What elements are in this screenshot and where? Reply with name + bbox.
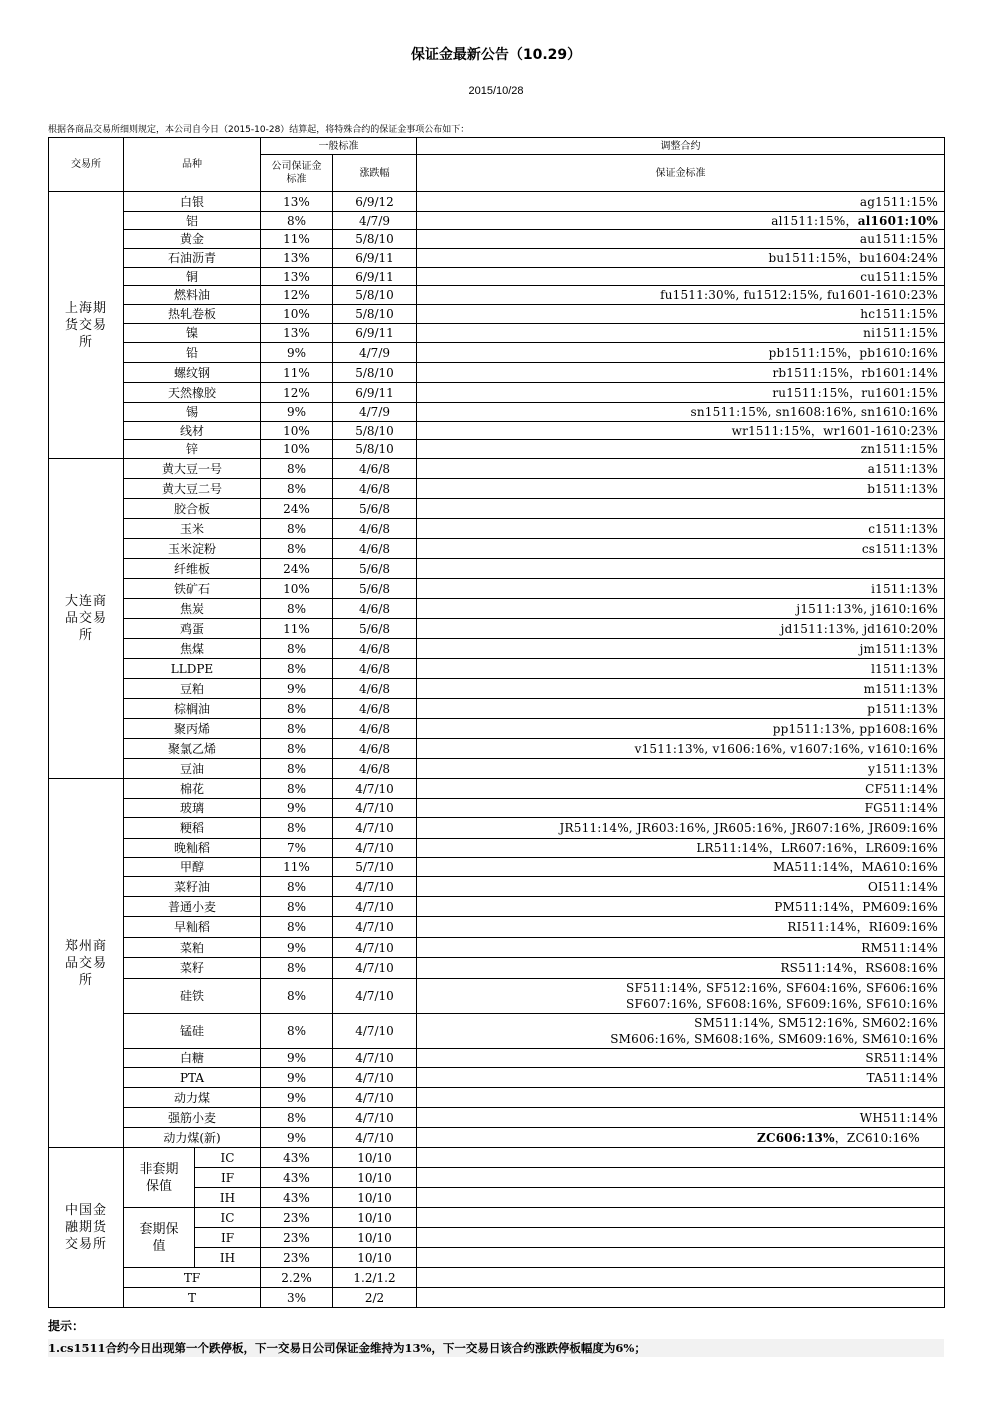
company-margin: 13% [261,249,333,268]
company-margin: 23% [261,1208,333,1228]
product-name: 普通小麦 [124,897,261,917]
adjust-contracts [417,1228,945,1248]
limit-value: 4/7/10 [333,839,417,858]
adjust-contracts: wr1511:15%，wr1601-1610:23% [417,422,945,440]
company-margin: 12% [261,286,333,305]
company-margin: 8% [261,1014,333,1049]
company-margin: 8% [261,599,333,619]
table-row [49,268,945,286]
limit-value: 5/8/10 [333,440,417,459]
limit-value: 4/7/10 [333,958,417,979]
exchange-czce: 郑州商品交易所 [49,779,124,1148]
product-name: 菜籽油 [124,877,261,897]
product-name: 锌 [124,440,261,459]
product-name: 纤维板 [124,559,261,579]
company-margin: 8% [261,539,333,559]
limit-value: 6/9/11 [333,324,417,343]
adjust-contracts: JR511:14%, JR603:16%, JR605:16%, JR607:16%, JR609:16% [417,818,945,839]
limit-value: 4/7/10 [333,1128,417,1148]
table-row [49,1268,945,1288]
limit-value: 4/6/8 [333,759,417,779]
company-margin: 9% [261,799,333,818]
product-name: IF [195,1168,261,1188]
table-row [49,1014,945,1049]
table-row [49,286,945,305]
company-margin: 9% [261,343,333,363]
product-name: 胶合板 [124,499,261,519]
limit-value: 4/6/8 [333,739,417,759]
adjust-contracts [417,1268,945,1288]
product-name: IC [195,1148,261,1168]
product-name: 粳稻 [124,818,261,839]
company-margin: 8% [261,639,333,659]
product-name: 天然橡胶 [124,383,261,403]
adjust-contracts [417,1168,945,1188]
adjust-contracts: j1511:13%, j1610:16% [417,599,945,619]
margin-category: 非套期保值 [124,1148,195,1208]
adjust-contracts: fu1511:30%, fu1512:15%, fu1601-1610:23% [417,286,945,305]
limit-value: 4/7/10 [333,799,417,818]
adjust-contracts [417,559,945,579]
product-name: IH [195,1248,261,1268]
company-margin: 13% [261,268,333,286]
adjust-contracts [417,1148,945,1168]
adjust-contracts [417,1248,945,1268]
table-row [49,1068,945,1088]
company-margin: 8% [261,479,333,499]
company-margin: 13% [261,192,333,212]
adjust-contracts: MA511:14%，MA610:16% [417,858,945,877]
table-row [49,599,945,619]
product-name: 黄大豆二号 [124,479,261,499]
limit-value: 5/6/8 [333,619,417,639]
table-row [49,877,945,897]
publish-date: 2015/10/28 [468,85,524,97]
product-name: 棕榈油 [124,699,261,719]
table-row [49,212,945,230]
limit-value: 5/8/10 [333,422,417,440]
company-margin: 8% [261,779,333,799]
header-adjust: 调整合约 [417,138,945,155]
company-margin: 43% [261,1148,333,1168]
table-row [49,917,945,938]
limit-value: 4/7/10 [333,897,417,917]
adjust-line: SF511:14%, SF512:16%, SF604:16%, SF606:16% [626,981,938,995]
limit-value: 10/10 [333,1148,417,1168]
note-text: 1.cs1511合约今日出现第一个跌停板，下一交易日公司保证金维持为13%，下一交易日该合约涨跌停板幅度为6%； [48,1339,944,1357]
adjust-contracts: au1511:15% [417,230,945,249]
table-row [49,230,945,249]
table-row [49,979,945,1014]
limit-value: 4/7/10 [333,979,417,1014]
company-margin: 8% [261,759,333,779]
table-row [49,1108,945,1128]
exchange-cffex: 中国金融期货交易所 [49,1148,124,1308]
product-name: 焦煤 [124,639,261,659]
company-margin: 8% [261,958,333,979]
adjust-highlight: al1601:10% [857,213,938,228]
adjust-contracts: p1511:13% [417,699,945,719]
company-margin: 9% [261,1068,333,1088]
product-name: 聚丙烯 [124,719,261,739]
adjust-contracts [417,1208,945,1228]
adjust-contracts: a1511:13% [417,459,945,479]
product-name: 铁矿石 [124,579,261,599]
product-name: PTA [124,1068,261,1088]
company-margin: 8% [261,1108,333,1128]
limit-value: 4/7/10 [333,917,417,938]
adjust-contracts [417,1188,945,1208]
limit-value: 2/2 [333,1288,417,1308]
company-margin: 8% [261,659,333,679]
table-row [49,1128,945,1148]
product-name: 菜籽 [124,958,261,979]
product-name: 白银 [124,192,261,212]
adjust-contracts: pp1511:13%, pp1608:16% [417,719,945,739]
limit-value: 6/9/11 [333,249,417,268]
table-row [49,1049,945,1068]
company-margin: 11% [261,363,333,383]
limit-value: 6/9/12 [333,192,417,212]
product-name: 镍 [124,324,261,343]
intro-text: 根据各商品交易所细则规定，本公司自今日（2015-10-28）结算起，将特殊合约的保证金事项公布如下： [48,125,470,135]
product-name: 甲醇 [124,858,261,877]
company-margin: 8% [261,519,333,539]
product-name: IF [195,1228,261,1248]
company-margin: 24% [261,499,333,519]
limit-value: 4/6/8 [333,519,417,539]
limit-value: 10/10 [333,1228,417,1248]
table-row [49,679,945,699]
limit-value: 5/8/10 [333,286,417,305]
product-name: 玉米 [124,519,261,539]
table-row [49,897,945,917]
table-row [49,519,945,539]
table-row [49,249,945,268]
table-row [49,459,945,479]
company-margin: 43% [261,1168,333,1188]
limit-value: 4/6/8 [333,659,417,679]
table-row [49,479,945,499]
adjust-contracts: zn1511:15% [417,440,945,459]
adjust-text: al1511:15%， [771,213,858,228]
adjust-contracts: RM511:14% [417,938,945,958]
company-margin: 9% [261,1128,333,1148]
adjust-contracts: y1511:13% [417,759,945,779]
adjust-contracts: cs1511:13% [417,539,945,559]
limit-value: 4/7/10 [333,877,417,897]
adjust-contracts: v1511:13%, v1606:16%, v1607:16%, v1610:16% [417,739,945,759]
company-margin: 11% [261,619,333,639]
adjust-contracts: RS511:14%，RS608:16% [417,958,945,979]
product-name: 豆油 [124,759,261,779]
exchange-shfe: 上海期货交易所 [49,192,124,459]
adjust-contracts [417,212,945,230]
table-row [49,1148,945,1168]
limit-value: 4/7/9 [333,212,417,230]
table-row [49,1288,945,1308]
company-margin: 7% [261,839,333,858]
product-name: 燃料油 [124,286,261,305]
product-name: IH [195,1188,261,1208]
limit-value: 5/7/10 [333,858,417,877]
header-product: 品种 [124,138,261,192]
company-margin: 8% [261,719,333,739]
product-name: 鸡蛋 [124,619,261,639]
adjust-contracts: CF511:14% [417,779,945,799]
company-margin: 11% [261,858,333,877]
limit-value: 10/10 [333,1168,417,1188]
product-name: 热轧卷板 [124,305,261,324]
table-row [49,422,945,440]
company-margin: 10% [261,422,333,440]
adjust-contracts: LR511:14%，LR607:16%，LR609:16% [417,839,945,858]
company-margin: 2.2% [261,1268,333,1288]
table-row [49,799,945,818]
table-row [49,539,945,559]
limit-value: 4/7/10 [333,938,417,958]
company-margin: 8% [261,917,333,938]
adjust-text: ，ZC610:16% [834,1130,920,1145]
adjust-contracts: sn1511:15%, sn1608:16%, sn1610:16% [417,403,945,422]
adjust-contracts: i1511:13% [417,579,945,599]
adjust-contracts: b1511:13% [417,479,945,499]
product-name: 焦炭 [124,599,261,619]
limit-value: 4/6/8 [333,479,417,499]
limit-value: 5/6/8 [333,579,417,599]
company-margin: 9% [261,1049,333,1068]
limit-value: 4/7/10 [333,779,417,799]
company-margin: 8% [261,212,333,230]
product-name: 黄金 [124,230,261,249]
adjust-contracts: WH511:14% [417,1108,945,1128]
company-margin: 10% [261,440,333,459]
table-row [49,619,945,639]
table-row [49,440,945,459]
product-name: TF [124,1268,261,1288]
limit-value: 4/7/9 [333,343,417,363]
table-row [49,858,945,877]
table-row [49,1208,945,1228]
limit-value: 6/9/11 [333,383,417,403]
table-row [49,1088,945,1108]
adjust-line: SM511:14%, SM512:16%, SM602:16% [694,1016,938,1030]
table-row [49,403,945,422]
product-name: 菜粕 [124,938,261,958]
limit-value: 4/7/10 [333,1108,417,1128]
company-margin: 10% [261,579,333,599]
company-margin: 8% [261,897,333,917]
company-margin: 8% [261,699,333,719]
adjust-contracts: PM511:14%，PM609:16% [417,897,945,917]
limit-value: 4/6/8 [333,539,417,559]
adjust-contracts: bu1511:15%，bu1604:24% [417,249,945,268]
company-margin: 8% [261,818,333,839]
margin-table [48,137,945,1308]
adjust-contracts: pb1511:15%，pb1610:16% [417,343,945,363]
product-name: 锰硅 [124,1014,261,1049]
table-row [49,699,945,719]
adjust-contracts [417,1288,945,1308]
table-row [49,343,945,363]
limit-value: 4/7/10 [333,1088,417,1108]
adjust-contracts [417,1014,945,1049]
company-margin: 3% [261,1288,333,1308]
table-row [49,659,945,679]
adjust-contracts: jm1511:13% [417,639,945,659]
product-name: 晚籼稻 [124,839,261,858]
table-row [49,759,945,779]
adjust-contracts: ag1511:15% [417,192,945,212]
product-name: 豆粕 [124,679,261,699]
header-company-margin: 公司保证金标准 [261,155,333,192]
header-general: 一般标准 [261,138,417,155]
product-name: 石油沥青 [124,249,261,268]
adjust-contracts: l1511:13% [417,659,945,679]
company-margin: 23% [261,1248,333,1268]
limit-value: 5/6/8 [333,499,417,519]
limit-value: 10/10 [333,1248,417,1268]
limit-value: 5/8/10 [333,230,417,249]
table-row [49,719,945,739]
adjust-contracts: TA511:14% [417,1068,945,1088]
limit-value: 1.2/1.2 [333,1268,417,1288]
product-name: 动力煤 [124,1088,261,1108]
adjust-contracts: c1511:13% [417,519,945,539]
adjust-contracts [417,979,945,1014]
adjust-line: SF607:16%, SF608:16%, SF609:16%, SF610:16% [626,997,938,1011]
table-row [49,559,945,579]
company-margin: 9% [261,403,333,422]
product-name: IC [195,1208,261,1228]
adjust-contracts: OI511:14% [417,877,945,897]
product-name: 白糖 [124,1049,261,1068]
limit-value: 4/7/10 [333,1068,417,1088]
table-row [49,192,945,212]
table-row [49,818,945,839]
product-name: 玻璃 [124,799,261,818]
adjust-contracts: FG511:14% [417,799,945,818]
limit-value: 5/6/8 [333,559,417,579]
company-margin: 8% [261,877,333,897]
product-name: 铅 [124,343,261,363]
limit-value: 4/6/8 [333,639,417,659]
table-row [49,938,945,958]
table-row [49,324,945,343]
adjust-contracts: rb1511:15%，rb1601:14% [417,363,945,383]
company-margin: 9% [261,938,333,958]
adjust-contracts: m1511:13% [417,679,945,699]
adjust-contracts: ru1511:15%，ru1601:15% [417,383,945,403]
adjust-line: SM606:16%, SM608:16%, SM609:16%, SM610:16% [610,1032,938,1046]
limit-value: 4/7/10 [333,1014,417,1049]
table-row [49,383,945,403]
limit-value: 4/7/10 [333,1049,417,1068]
limit-value: 5/8/10 [333,363,417,383]
product-name: 棉花 [124,779,261,799]
adjust-contracts: jd1511:13%, jd1610:20% [417,619,945,639]
limit-value: 4/6/8 [333,679,417,699]
limit-value: 4/6/8 [333,599,417,619]
product-name: 线材 [124,422,261,440]
company-margin: 8% [261,979,333,1014]
tip-label: 提示： [48,1319,85,1333]
table-row [49,739,945,759]
table-row [49,779,945,799]
product-name: 早籼稻 [124,917,261,938]
limit-value: 4/7/9 [333,403,417,422]
limit-value: 4/6/8 [333,459,417,479]
company-margin: 8% [261,739,333,759]
product-name: 聚氯乙烯 [124,739,261,759]
adjust-contracts [417,1128,945,1148]
header-exchange: 交易所 [49,138,124,192]
company-margin: 43% [261,1188,333,1208]
company-margin: 24% [261,559,333,579]
product-name: 锡 [124,403,261,422]
limit-value: 5/8/10 [333,305,417,324]
company-margin: 8% [261,459,333,479]
table-row [49,579,945,599]
limit-value: 4/6/8 [333,699,417,719]
company-margin: 10% [261,305,333,324]
company-margin: 9% [261,679,333,699]
table-row [49,958,945,979]
limit-value: 6/9/11 [333,268,417,286]
company-margin: 13% [261,324,333,343]
table-row [49,499,945,519]
header-adjust-margin: 保证金标准 [417,155,945,192]
adjust-contracts: hc1511:15% [417,305,945,324]
product-name: 强筋小麦 [124,1108,261,1128]
product-name: 玉米淀粉 [124,539,261,559]
adjust-contracts: ni1511:15% [417,324,945,343]
limit-value: 4/6/8 [333,719,417,739]
table-row [49,839,945,858]
adjust-contracts [417,499,945,519]
header-limit: 涨跌幅 [333,155,417,192]
limit-value: 10/10 [333,1188,417,1208]
product-name: 硅铁 [124,979,261,1014]
company-margin: 23% [261,1228,333,1248]
limit-value: 4/7/10 [333,818,417,839]
product-name: 螺纹钢 [124,363,261,383]
product-name: T [124,1288,261,1308]
adjust-contracts: RI511:14%，RI609:16% [417,917,945,938]
limit-value: 10/10 [333,1208,417,1228]
product-name: 铜 [124,268,261,286]
table-row [49,305,945,324]
exchange-dce: 大连商品交易所 [49,459,124,779]
page-title: 保证金最新公告（10.29） [410,47,582,63]
adjust-contracts: SR511:14% [417,1049,945,1068]
adjust-contracts [417,1088,945,1108]
product-name: 动力煤(新) [124,1128,261,1148]
company-margin: 11% [261,230,333,249]
product-name: 铝 [124,212,261,230]
company-margin: 12% [261,383,333,403]
product-name: 黄大豆一号 [124,459,261,479]
table-row [49,639,945,659]
adjust-highlight: ZC606:13% [757,1130,835,1145]
company-margin: 9% [261,1088,333,1108]
table-row [49,363,945,383]
product-name: LLDPE [124,659,261,679]
adjust-contracts: cu1511:15% [417,268,945,286]
margin-category: 套期保值 [124,1208,195,1268]
